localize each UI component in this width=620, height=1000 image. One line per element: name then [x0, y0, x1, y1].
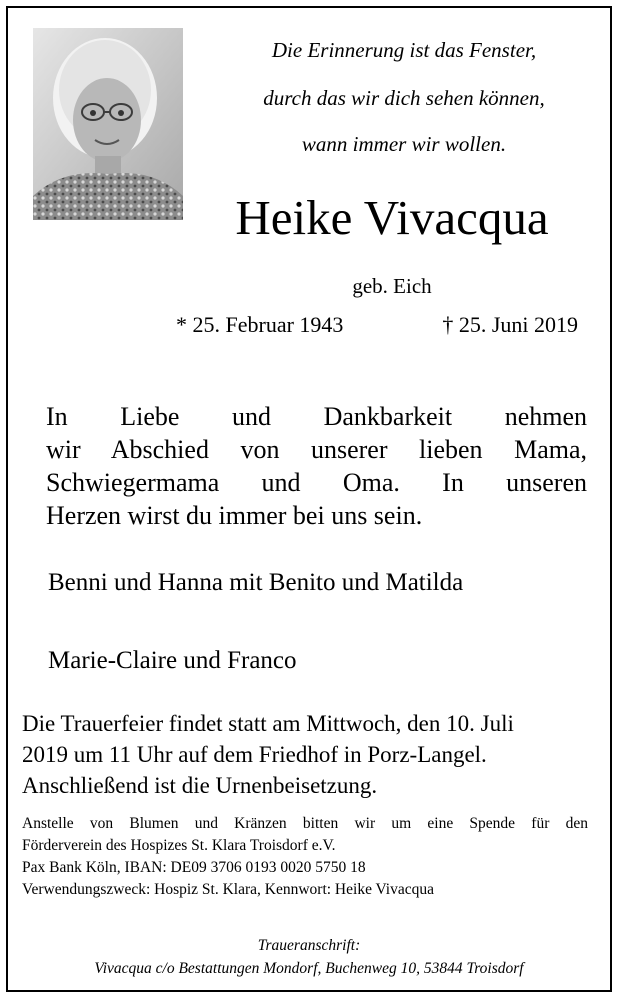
- funeral-line: 2019 um 11 Uhr auf dem Friedhof in Porz-Langel.: [22, 742, 487, 767]
- farewell-line: In Liebe und Dankbarkeit nehmen: [46, 402, 587, 431]
- farewell-line: wir Abschied von unserer lieben Mama,: [46, 435, 587, 464]
- funeral-line: Anschließend ist die Urnenbeisetzung.: [22, 773, 378, 798]
- funeral-line: Die Trauerfeier findet statt am Mittwoch, den 10. Juli: [22, 711, 514, 736]
- deceased-name: Heike Vivacqua: [235, 190, 549, 245]
- quote-line-3: wann immer wir wollen.: [301, 132, 507, 156]
- donation-line: Pax Bank Köln, IBAN: DE09 3706 0193 0020 5750 18: [22, 859, 366, 876]
- farewell-line: Schwiegermama und Oma. In unseren: [46, 468, 587, 497]
- donation-info: [22, 813, 588, 901]
- mourning-address-label: Traueranschrift:: [257, 937, 361, 954]
- donation-line: Förderverein des Hospizes St. Klara Troisdorf e.V.: [22, 837, 336, 854]
- quote-line-1: Die Erinnerung ist das Fenster,: [271, 38, 537, 62]
- funeral-info: [22, 708, 592, 801]
- quote-line-2: durch das wir dich sehen können,: [263, 86, 545, 110]
- obituary-notice: [6, 6, 612, 992]
- death-date: † 25. Juni 2019: [442, 312, 578, 337]
- birth-date: * 25. Februar 1943: [176, 312, 344, 337]
- mourning-address: Vivacqua c/o Bestattungen Mondorf, Buchenweg 10, 53844 Troisdorf: [94, 960, 524, 977]
- family-line-1: Benni und Hanna mit Benito und Matilda: [48, 569, 464, 596]
- donation-line: Verwendungszweck: Hospiz St. Klara, Kennwort: Heike Vivacqua: [22, 881, 434, 898]
- portrait-photo: [33, 28, 183, 220]
- born-name: geb. Eich: [352, 274, 432, 298]
- family-line-2: Marie-Claire und Franco: [48, 647, 297, 674]
- donation-line: Anstelle von Blumen und Kränzen bitten wir um eine Spende für den: [22, 815, 588, 832]
- farewell-line: Herzen wirst du immer bei uns sein.: [46, 501, 423, 530]
- farewell-text: [46, 400, 587, 532]
- portrait-image: [33, 28, 183, 220]
